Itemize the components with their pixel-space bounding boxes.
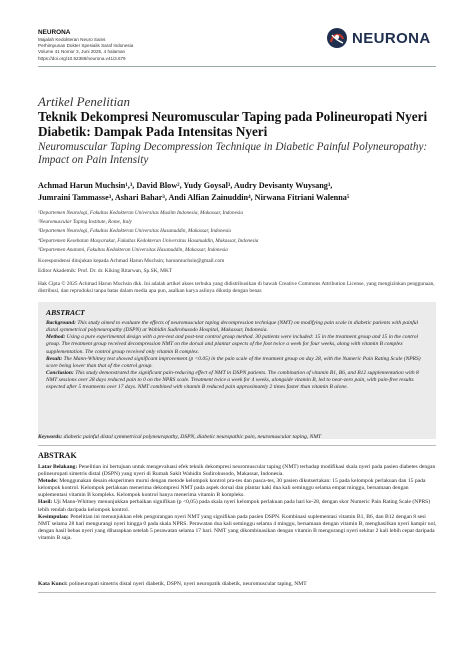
abstract-result-label: Result:	[46, 355, 63, 362]
abstract-heading: ABSTRACT	[46, 308, 85, 317]
abstract-method-text: Using a pure experimental design with a pre-test and post-test control group method. 30 patients were included: 15 in the treatment group and 15 in the control group. The treatment group received decompression NMT on the dorsal and plantar aspects of the foot twice a week for four weeks, along with vitamin B complex supplementation. The control group received only vitamin B complex.	[46, 334, 419, 355]
abstract-conclusion-text: This study demonstrated the significant pain-reducing effect of NMT in DSPN patients. The combination of vitamin B1, B6, and B12 supplementation with 8 NMT sessions over 28 days reduced pain to 0 on the NPRS scale. Treatment twice a week for 4 weeks, alongside vitamin B, led to near-zero pain, with pain-free results expected after 5 treatments over 17 days. NMT combined with vitamin B reduced pain approximately 2 times faster than vitamin B alone.	[46, 370, 419, 391]
abstrak-body	[38, 464, 438, 542]
abstrak-keywords	[38, 581, 438, 587]
affiliation: ⁴Departemen Kesehatan Masyarakat, Fakultas Kedokteran Universitas Hasanuddin, Makassar, Indonesia	[38, 237, 259, 244]
abstract-result	[46, 356, 430, 370]
kata-kunci-text: polineuropati simetris distal nyeri diabetik, DSPN, nyeri neuropatik diabetik, neuromuscular taping, NMT	[69, 581, 307, 587]
logo-text: NEURONA	[352, 29, 431, 47]
affiliation: ¹Departemen Neurologi, Fakultas Kedokteran Universitas Muslim Indonesia, Makassar, Indonesia	[38, 210, 243, 216]
abstrak-conclusion-text: Penelitian ini menunjukkan efek pengurangan nyeri NMT yang signifikan pada pasien DSPN. Kombinasi suplementasi vitamin B1, B6, dan B12 dengan 8 sesi NMT selama 28 hari mengurangi nyeri hingga 0 pada skala NPRS. Perawatan dua kali seminggu selama 4 minggu, bersamaan dengan vitamin B, menghasilkan nyeri hampir nol, dengan hasil bebas nyeri yang diharapkan setelah 5 perawatan selama 17 hari. NMT yang dikombinasikan dengan vitamin B mengurangi nyeri sekitar 2 kali lebih cepat daripada vitamin B saja.	[38, 513, 437, 541]
article-type: Artikel Penelitian	[38, 94, 131, 109]
abstract-background-label: Background:	[46, 320, 76, 326]
affiliation: ⁵Departemen Anatomi, Fakultas Kedokteran Universitas Hasanuddin, Makassar, Indonesia	[38, 246, 228, 253]
author-line: Jumraini Tammasse³, Ashari Bahar³, Andi Alfian Zainuddin⁴, Nirwana Fitriani Walenna⁵	[38, 193, 350, 202]
keywords-label: Keywords:	[38, 434, 63, 440]
abstract-method	[46, 334, 430, 355]
abstrak-result	[38, 499, 438, 513]
abstrak-method	[38, 478, 438, 499]
author-line: Achmad Harun Muchsin¹,³, David Blow², Yudy Goysal³, Audry Devisanty Wuysang³,	[38, 181, 333, 190]
abstrak-conclusion	[38, 514, 438, 542]
abstrak-heading: ABSTRAK	[38, 451, 77, 460]
abstract-conclusion	[46, 370, 430, 391]
kata-kunci-label: Kata Kunci:	[38, 581, 68, 587]
abstract-box	[38, 302, 436, 439]
correspondence: Korespondensi ditujukan kepada Achmad Harun Muchsin; harunmuchsin@gmail.com	[38, 258, 225, 264]
abstract-background	[46, 320, 430, 334]
abstrak-background	[38, 464, 438, 478]
abstrak-method-label: Metode:	[38, 478, 58, 485]
abstract-method-label: Method:	[46, 334, 66, 341]
abstrak-method-text: Menggunakan desain eksperimen murni dengan metode kelompok kontrol pra-tes dan pasca-tes, 30 pasien dikutsertakan: 15 pada kelompok perlakuan dan 15 pada kelompok kontrol. Kelompok perlakuan menerima dekompresi NMT pada aspek dorsal dan plantar kaki dua kali seminggu selama empat minggu, bersamaan dengan suplementasi vitamin B kompleks. Kelompok kontrol hanya menerima vitamin B kompleks.	[38, 478, 426, 499]
affiliation: ²Neuromuscular Taping Institute, Rome, Italy	[38, 219, 132, 226]
journal-info	[38, 29, 278, 62]
header-divider	[38, 66, 436, 67]
abstrak-conclusion-label: Kesimpulan:	[38, 513, 69, 520]
abstract-conclusion-label: Conclusion:	[46, 370, 74, 377]
section-divider	[38, 592, 436, 593]
journal-society: Perhimpunan Dokter Spesialis Saraf Indonesia	[38, 43, 134, 49]
abstrak-result-label: Hasil:	[38, 499, 53, 506]
affiliation-list	[38, 209, 438, 255]
section-divider	[38, 445, 436, 446]
article-title: Teknik Dekompresi Neuromuscular Taping pada Polineuropati Nyeri Diabetik: Dampak Pada Intensitas Nyeri	[38, 109, 428, 140]
neuron-logo-icon	[326, 27, 348, 49]
abstract-body	[46, 320, 430, 392]
journal-logo	[326, 27, 431, 49]
license-note: Hak Cipta © 2025 Achmad Harun Muchsin dkk. Ini adalah artikel akses terbuka yang didistribusikan di bawah Creative Commons Attribution License, yang mengizinkan penggunaan, distribusi, dan reproduksi tanpa batas dalam media apa pun, asalkan karya aslinya dikutip dengan benar.	[38, 281, 435, 294]
affiliation: ³Departemen Neurologi, Fakultas Kedokteran Universitas Hasanuddin, Makassar, Indonesia	[38, 228, 231, 235]
journal-name: NEURONA	[38, 29, 71, 36]
abstrak-background-label: Latar Belakang:	[38, 464, 78, 470]
article-title-english: Neuromuscular Taping Decompression Technique in Diabetic Painful Polyneuropathy: Impact on Pain Intensity	[38, 141, 428, 167]
journal-volume: Volume 41 Nomor 3, Juni 2025, 4 halaman	[38, 49, 126, 55]
keywords-text: diabetic painful distal symmetrical polyneuropathy, DSPN, diabetic neuropathic pain, neuromuscular taping, NMT	[63, 434, 322, 440]
author-list	[38, 180, 438, 204]
abstract-result-text: The Mann-Whitney test showed significant improvement (p <0.05) in the pain scale of the treatment group on day 28, with the Numeric Pain Rating Scale (NPRS) score being lower than that of the control group.	[46, 355, 421, 369]
abstrak-result-text: Uji Mann-Whitney menunjukkan perbaikan signifikan (p <0,05) pada skala nyeri kelompok perlakuan pada hari ke-28, dengan skor Numeric Pain Rating Scale (NPRS) lebih rendah daripada kelompok kontrol.	[38, 499, 431, 513]
abstract-keywords	[38, 434, 438, 440]
journal-subtitle: Majalah Kedokteran Neuro Sains	[38, 37, 106, 42]
doi-link[interactable]: https://doi.org/10.52386/neurona.v41i3.679	[38, 55, 126, 61]
abstract-background-text: This study aimed to evaluate the effects of neuromuscular taping decompression technique (NMT) on modifying pain scale in diabetic patients with painful distal symmetrical polyneuropathy (DSPN) at Wahidin Sudirohusodo Hospital, Makassar, Indonesia.	[46, 320, 419, 334]
academic-editor: Editor Akademik: Prof. Dr. dr. Kiking Ritarwan, Sp.SK, MKT	[38, 268, 173, 274]
abstrak-background-text: Penelitian ini bertujuan untuk mengevaluasi efek teknik dekompresi neuromuscular taping (NMT) terhadap modifikasi skala nyeri pada pasien diabetes dengan polineuropati simetris distal (DSPN) yang nyeri di Rumah Sakit Wahidin Sudirohusodo, Makassar, Indonesia.	[38, 464, 436, 478]
